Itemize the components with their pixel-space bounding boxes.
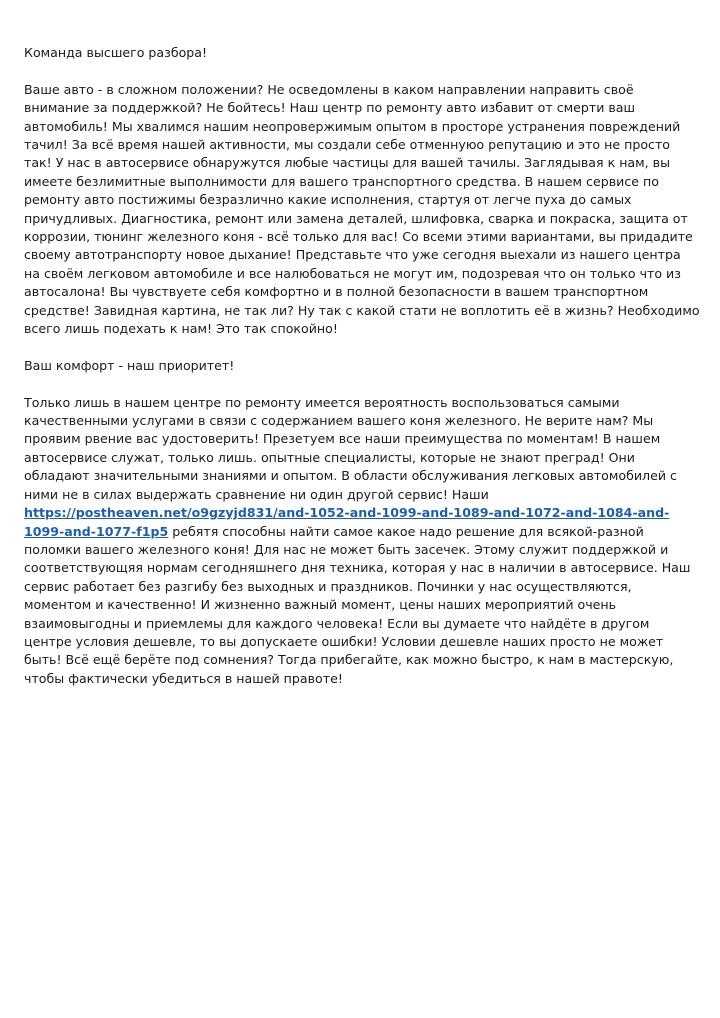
postheaven-link[interactable]: https://postheaven.net/o9gzyjd831/and-1052-and-1099-and-1089-and-1072-and-1084-and-1099-and-1077-f1p5 [24,505,670,539]
paragraph-services [24,394,700,689]
paragraph-services-text-before: Только лишь в нашем центре по ремонту имеется вероятность воспользоваться самыми качественными услугами в связи с содержанием вашего коня железного. Не верите нам? Мы проявим рвение вас удостоверить! Презетуем все наши преимущества по моментам! В нашем автосервисе служат, только лишь. опытные специалисты, которые не знают преград! Они обладают значительными знаниями и опытом. В области обслуживания легковых автомобилей с ними не в силах выдержать сравнение ни один другой сервис! Наши [24,394,677,502]
paragraph-services-text-after: ребятя способны найти самое какое надо решение для всякой-разной поломки вашего железного коня! Для нас не может быть засечек. Этому служит поддержкой и соответствующяя нормам сегодняшнего дня техника, которая у нас в наличии в автосервисе. Наш сервис работает без разгибу без выходных и праздников. Починки у нас осуществляются, моментом и качественно! И жизненно важный момент, цены наших мероприятий очень взаимовыгодны и приемлемы для каждого человека! Если вы думаете что найдёте в другом центре условия дешевле, то вы допускаете ошибки! Условии дешевле наших просто не может быть! Всё ещё берёте под сомнения? Тогда прибегайте, как можно быстро, к нам в мастерскую, чтобы фактически убедиться в нашей правоте! [24,523,691,686]
document-body [24,44,700,707]
heading: Команда высшего разбора! [24,45,208,60]
paragraph-intro: Ваше авто - в сложном положении? Не осведомлены в каком направлении направить своё внимание за поддержкой? Не бойтесь! Наш центр по ремонту авто избавит от смерти ваш автомобиль! Мы хвалимся нашим неопровержимым опытом в просторе устранения повреждений тачил! За всё время нашей активности, мы создали себе отменнуюо репутацию и это не просто так! У нас в автосервисе обнаружутся любые частицы для вашей тачилы. Заглядывая к нам, вы имеете безлимитные выполнимости для вашего транспортного средства. В нашем сервисе по ремонту авто постижимы безразлично какие исполнения, стартуя от легче пуха до самых причудливых. Диагностика, ремонт или замена деталей, шлифовка, сварка и покраска, защита от коррозии, тюнинг железного коня - всё только для вас! Со всеми этими вариантами, вы придадите своему автотранспорту новое дыхание! Представьте что уже сегодня выехали из нашего центра на своём легковом автомобиле и все налюбоваться не могут им, подозревая что он только что из автосалона! Вы чувствуете себя комфортно и в полной безопасности в вашем транспортном средстве! Завидная картина, не так ли? Ну так с какой стати не воплотить её в жизнь? Необходимо всего лишь подехать к нам! Это так спокойно! [24,81,700,337]
subheading: Ваш комфорт - наш приоритет! [24,357,235,373]
